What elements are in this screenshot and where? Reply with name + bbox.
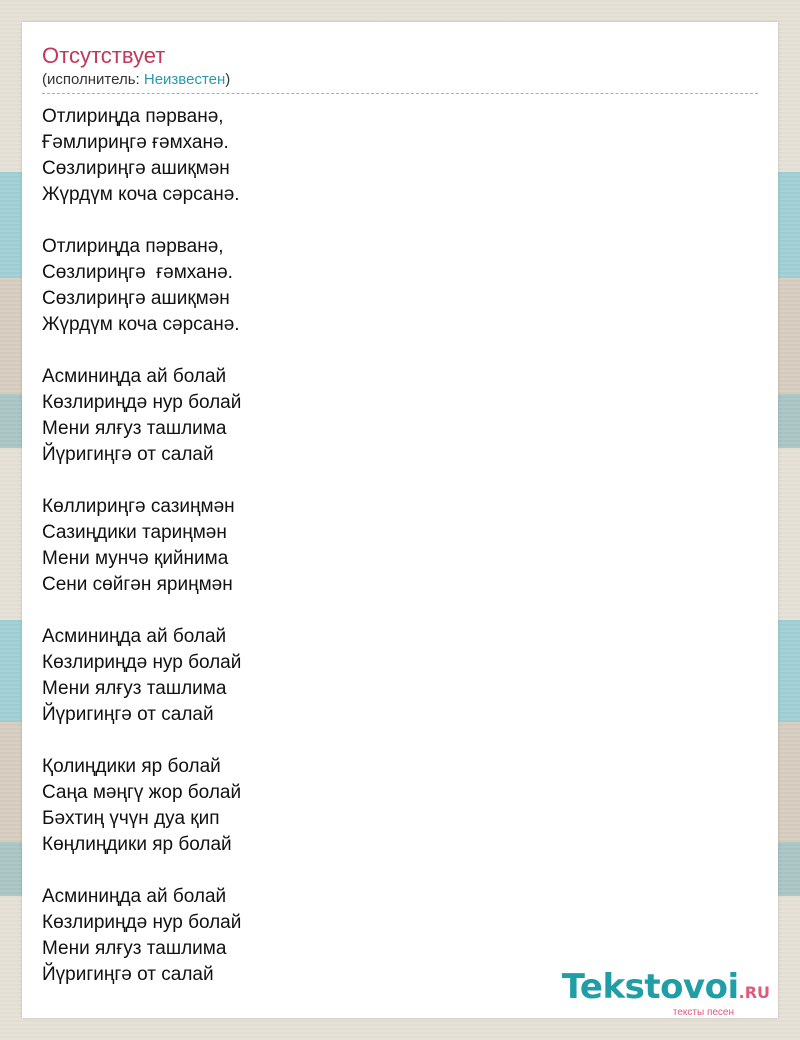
logo-wordmark: [562, 969, 770, 1011]
lyrics-stanza: [42, 624, 742, 728]
lyrics-stanza: [42, 494, 742, 598]
logo-name: Tekstovoi: [561, 967, 739, 1007]
lyrics-line: Сөзлириңгә ашиқмән: [42, 288, 230, 309]
lyrics-line: Мени ялғуз ташлима: [42, 938, 227, 959]
lyrics-card: [22, 22, 778, 1018]
lyrics-stanza: [42, 104, 742, 208]
lyrics-body: [42, 104, 742, 1014]
site-logo[interactable]: [562, 969, 770, 1018]
lyrics-line: Асминиңда ай болай: [42, 626, 227, 647]
lyrics-line: Көзлириңдә нур болай: [42, 392, 242, 413]
lyrics-line: Асминиңда ай болай: [42, 366, 227, 387]
lyrics-line: Мени мунчә қийнима: [42, 548, 229, 569]
lyrics-line: Қолиңдики яр болай: [42, 756, 221, 777]
lyrics-line: Йүригиңгә от салай: [42, 964, 214, 985]
lyrics-stanza: [42, 364, 742, 468]
lyrics-line: Отлириңда пәрванә,: [42, 236, 224, 257]
song-header: [42, 42, 758, 94]
lyrics-line: Жүрдүм коча сәрсанә.: [42, 314, 240, 335]
lyrics-line: Көзлириңдә нур болай: [42, 652, 242, 673]
lyrics-stanza: [42, 754, 742, 858]
lyrics-line: Көңлиңдики яр болай: [42, 834, 232, 855]
lyrics-line: Сени сөйгән яриңмән: [42, 574, 233, 595]
artist-suffix: ): [225, 71, 231, 88]
lyrics-line: Сөзлириңгә ашиқмән: [42, 158, 230, 179]
lyrics-line: Көзлириңдә нур болай: [42, 912, 242, 933]
lyrics-line: Асминиңда ай болай: [42, 886, 227, 907]
logo-tld: .RU: [738, 983, 770, 1002]
lyrics-line: Мени ялғуз ташлима: [42, 418, 227, 439]
artist-link[interactable]: Неизвестен: [143, 71, 226, 88]
lyrics-line: Саңа мәңгү жор болай: [42, 782, 242, 803]
lyrics-line: Жүрдүм коча сәрсанә.: [42, 184, 240, 205]
lyrics-line: Йүригиңгә от салай: [42, 704, 214, 725]
lyrics-line: Мени ялғуз ташлима: [42, 678, 227, 699]
lyrics-line: Бәхтиң үчүн дуа қип: [42, 808, 220, 829]
lyrics-line: Көллириңгә сазиңмән: [42, 496, 235, 517]
lyrics-line: Сазиңдики тариңмән: [42, 522, 227, 543]
lyrics-line: Отлириңда пәрванә,: [42, 106, 224, 127]
artist-line: [42, 70, 758, 90]
song-title: Отсутствует: [42, 43, 166, 68]
lyrics-line: Ғәмлириңгә ғәмханә.: [42, 132, 229, 153]
lyrics-line: Йүригиңгә от салай: [42, 444, 214, 465]
lyrics-line: Сөзлириңгә ғәмханә.: [42, 262, 233, 283]
logo-tagline: тексты песен: [672, 1007, 734, 1018]
artist-prefix: (исполнитель:: [42, 71, 144, 88]
lyrics-stanza: [42, 234, 742, 338]
